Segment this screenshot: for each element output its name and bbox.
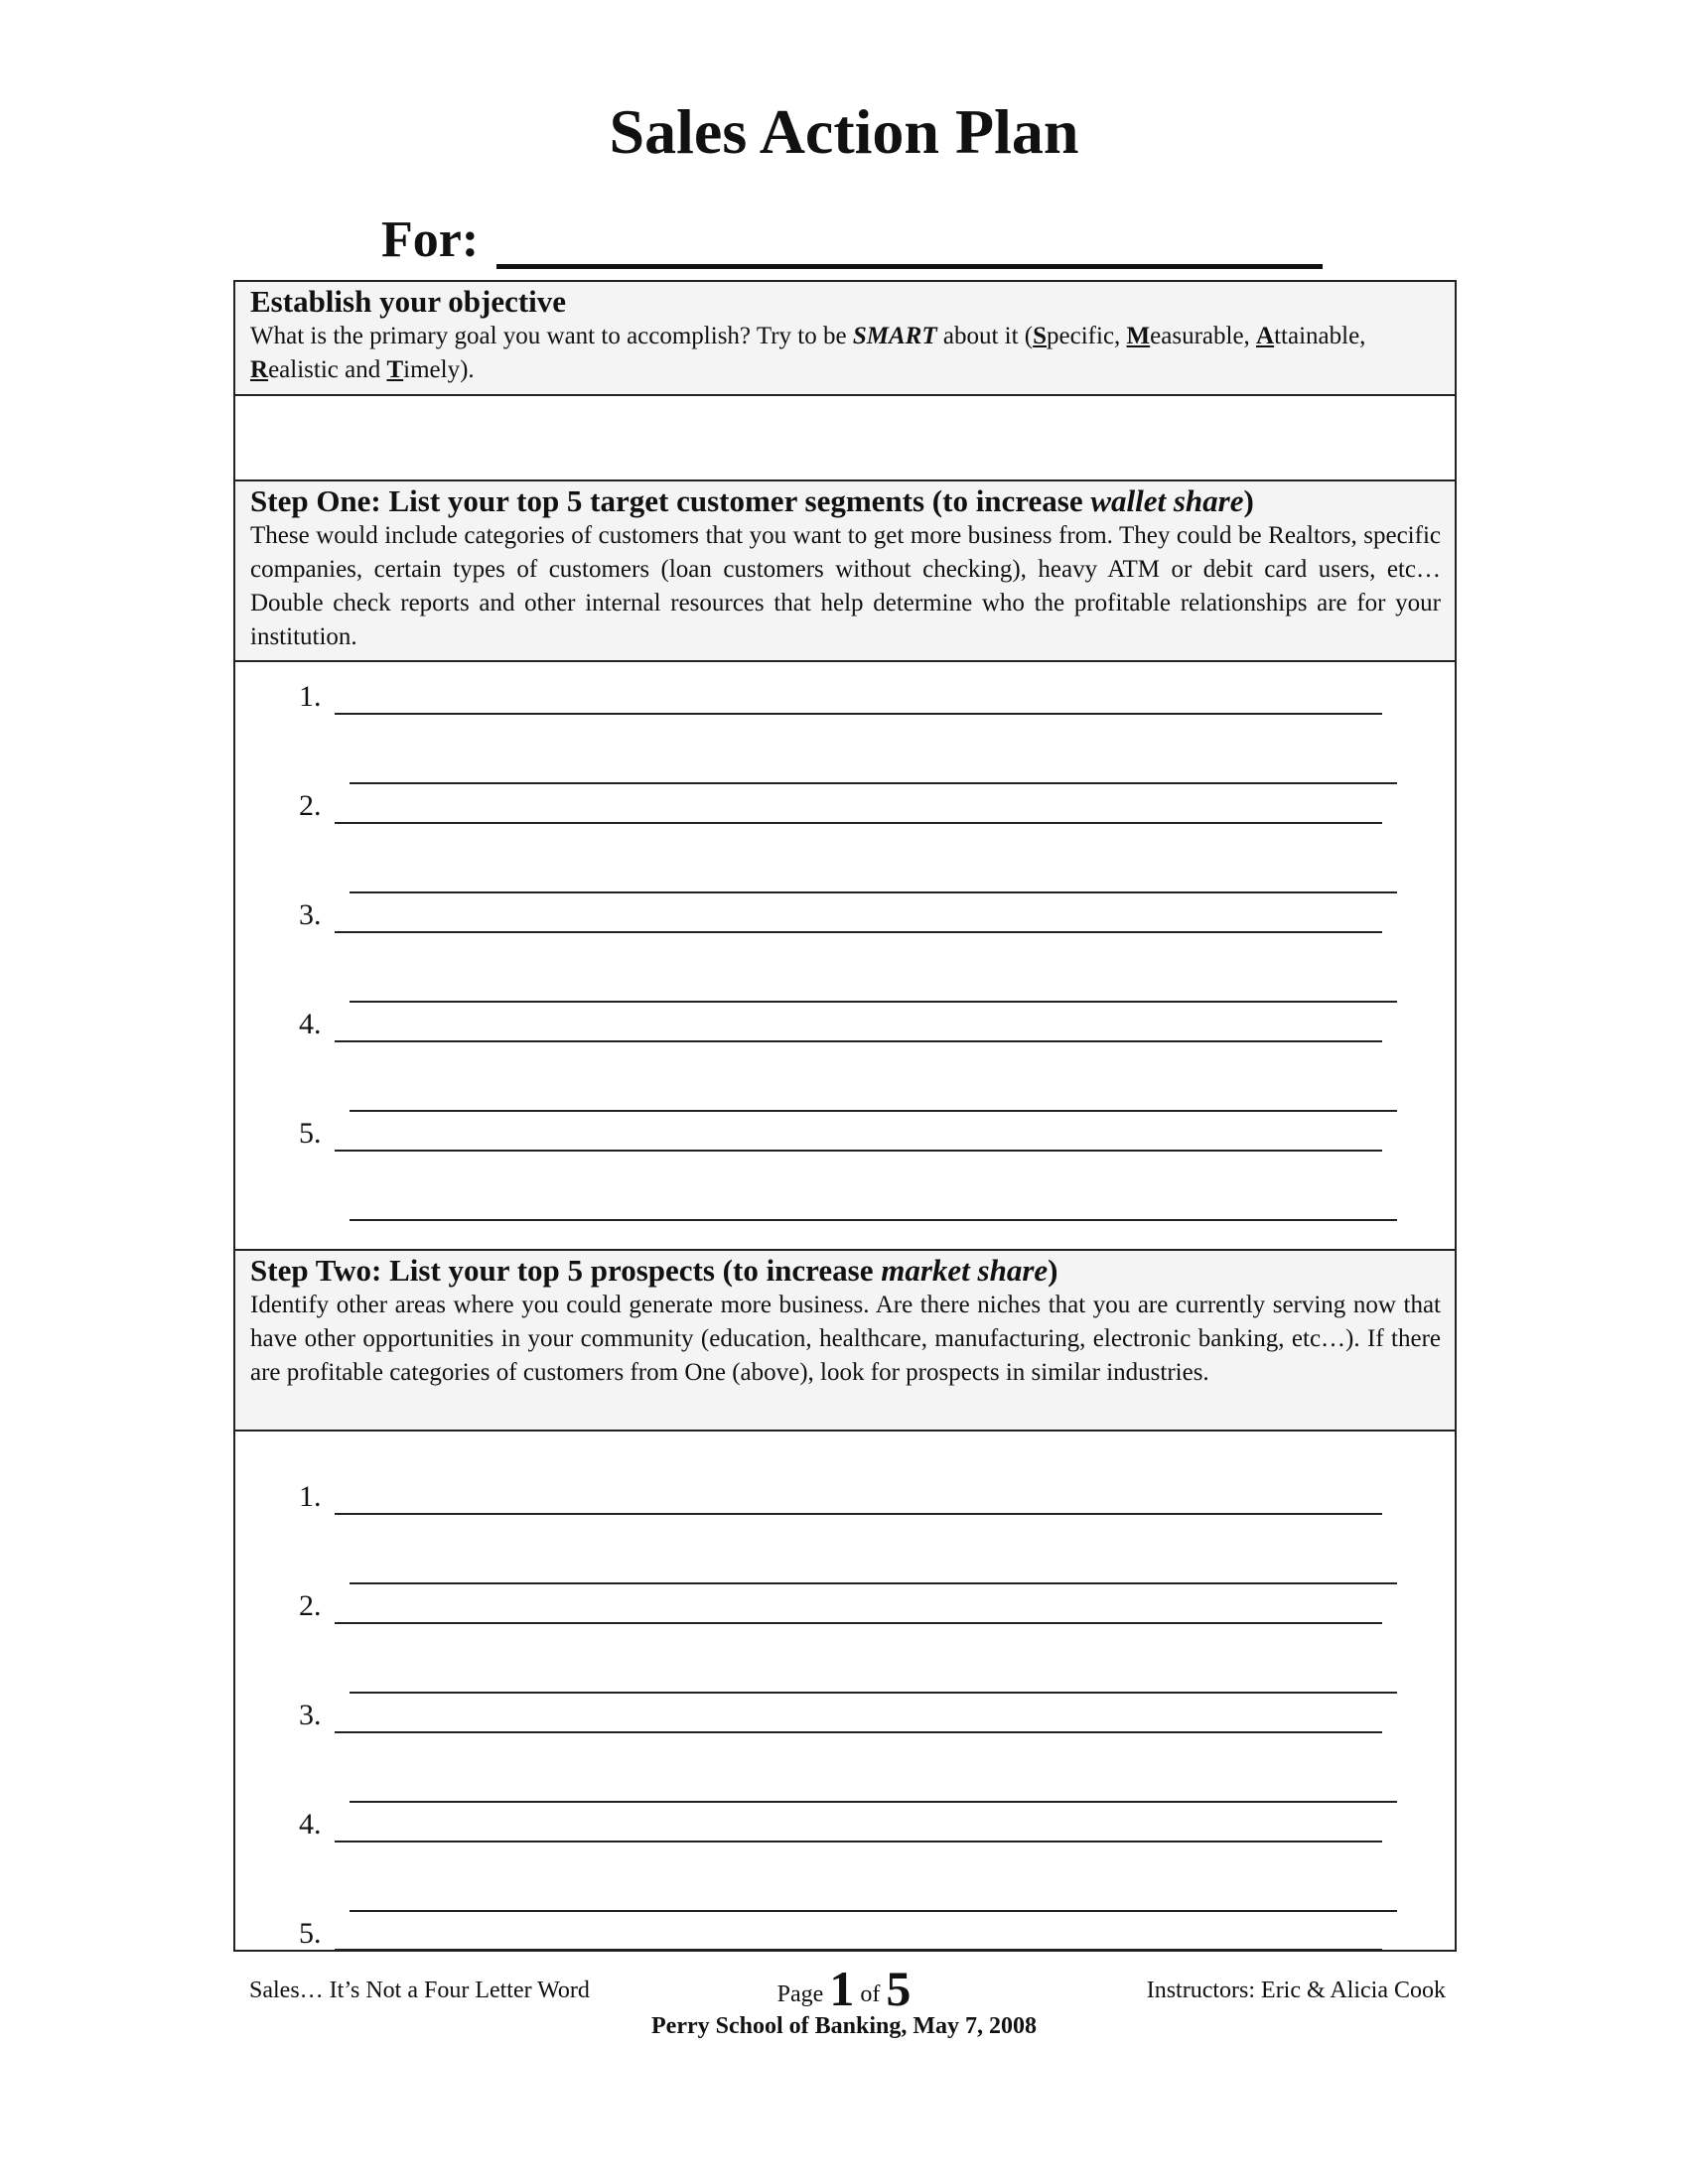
list-item	[235, 1007, 1455, 1116]
step-one-heading: Step One: List your top 5 target customer segments (to increase wallet share)	[250, 483, 1254, 518]
page-title: Sales Action Plan	[609, 96, 1079, 167]
item-number: 2.	[299, 789, 322, 822]
for-label: For:	[381, 211, 480, 268]
list-item	[235, 1116, 1455, 1225]
list-item	[235, 1807, 1455, 1916]
list-item	[235, 897, 1455, 1007]
answer-line[interactable]	[350, 1801, 1397, 1803]
answer-line[interactable]	[350, 782, 1397, 784]
for-blank-line[interactable]	[496, 220, 1323, 269]
objective-answer-box[interactable]	[235, 394, 1455, 479]
step-one-list	[235, 660, 1455, 1249]
list-item	[235, 1698, 1455, 1807]
item-number: 4.	[299, 1008, 322, 1040]
answer-line[interactable]	[335, 713, 1382, 715]
item-number: 1.	[299, 1480, 322, 1513]
item-number: 5.	[299, 1917, 322, 1950]
answer-line[interactable]	[335, 1622, 1382, 1624]
answer-line[interactable]	[350, 1110, 1397, 1112]
action-plan-form	[233, 280, 1457, 1952]
item-number: 5.	[299, 1117, 322, 1150]
answer-line[interactable]	[335, 822, 1382, 824]
footer-instructors: Instructors: Eric & Alicia Cook	[1146, 1978, 1446, 2003]
page-word: Page	[776, 1981, 824, 2007]
item-number: 2.	[299, 1589, 322, 1622]
answer-line[interactable]	[335, 1841, 1382, 1843]
item-number: 1.	[299, 680, 322, 713]
answer-line[interactable]	[350, 1910, 1397, 1912]
answer-line[interactable]	[335, 1949, 1382, 1951]
item-number: 3.	[299, 898, 322, 931]
answer-line[interactable]	[335, 1150, 1382, 1152]
answer-line[interactable]	[350, 1219, 1397, 1221]
step-one-description: These would include categories of customers that you want to get more business from. They could be Realtors, specific companies, certain types of customers (loan customers without checking), heavy ATM or debit card users, etc… Double check reports and other internal resources that help determine who the profitable relationships are for your institution.	[250, 522, 1441, 650]
step-one-section	[235, 479, 1455, 660]
page-number: 1	[829, 1961, 855, 2016]
step-two-heading: Step Two: List your top 5 prospects (to increase market share)	[250, 1253, 1058, 1288]
answer-line[interactable]	[335, 1513, 1382, 1515]
step-two-list	[235, 1430, 1455, 1952]
footer-school-date: Perry School of Banking, May 7, 2008	[651, 2013, 1037, 2039]
answer-line[interactable]	[350, 891, 1397, 893]
list-item	[235, 1588, 1455, 1698]
of-word: of	[860, 1981, 881, 2007]
answer-line[interactable]	[335, 1731, 1382, 1733]
objective-text: What is the primary goal you want to accomplish? Try to be SMART about it (Specific, Measurable, Attainable, Realistic and Timely).	[250, 323, 1366, 383]
step-two-description: Identify other areas where you could generate more business. Are there niches that you are currently serving now that have other opportunities in your community (education, healthcare, manufacturing, electronic banking, etc…). If there are profitable categories of customers from One (above), look for prospects in similar industries.	[250, 1292, 1441, 1386]
answer-line[interactable]	[350, 1692, 1397, 1694]
objective-heading: Establish your objective	[250, 284, 567, 319]
answer-line[interactable]	[335, 931, 1382, 933]
answer-line[interactable]	[350, 1001, 1397, 1003]
step-two-section	[235, 1249, 1455, 1430]
footer-course-title: Sales… It’s Not a Four Letter Word	[249, 1978, 590, 2003]
answer-line[interactable]	[335, 1040, 1382, 1042]
list-item	[235, 788, 1455, 897]
for-line	[381, 210, 1323, 269]
list-item	[235, 1916, 1455, 1952]
list-item	[235, 679, 1455, 788]
list-item	[235, 1479, 1455, 1588]
page-total: 5	[886, 1961, 912, 2016]
answer-line[interactable]	[350, 1582, 1397, 1584]
item-number: 4.	[299, 1808, 322, 1841]
objective-section	[235, 282, 1455, 394]
item-number: 3.	[299, 1699, 322, 1731]
